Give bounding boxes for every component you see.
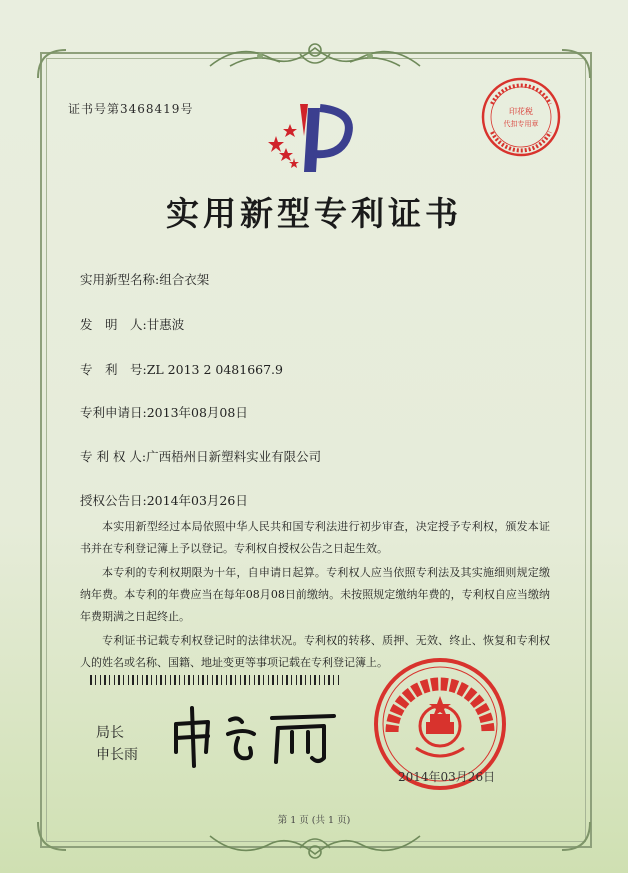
field-value: 2014年03月26日 <box>146 493 248 508</box>
field-label: 专 利 权 人: <box>80 449 147 464</box>
field-value: ZL 2013 2 0481667.9 <box>146 362 283 377</box>
field-value: 广西梧州日新塑料实业有限公司 <box>146 449 322 464</box>
field-grant-announcement-date <box>80 491 248 509</box>
field-patentee <box>80 447 321 465</box>
certificate-title: 实用新型专利证书 <box>166 194 462 233</box>
body-paragraph: 本专利的专利权期限为十年，自申请日起算。专利权人应当依照专利法及其实施细则规定缴纳年费。本专利的年费应当在每年08月08日前缴纳。未按照规定缴纳年费的，专利权自应当缴纳年费期满之日起终止。 <box>80 566 550 623</box>
svg-text:印花税: 印花税 <box>509 107 533 116</box>
field-value: 2013年08月08日 <box>146 405 248 420</box>
certificate-number: 证书号第3468419号 <box>68 102 194 116</box>
field-label: 专利申请日: <box>80 405 147 420</box>
field-utility-model-name <box>80 270 209 288</box>
top-ornament <box>200 36 430 80</box>
sipo-logo-icon <box>264 96 360 182</box>
field-value: 甘惠波 <box>146 317 185 332</box>
barcode <box>90 675 340 685</box>
corner-ornament <box>34 46 70 82</box>
director-signature <box>168 700 348 772</box>
field-label: 实用新型名称: <box>80 272 160 287</box>
tax-seal-stamp <box>478 74 564 160</box>
director-name: 申长雨 <box>96 747 138 763</box>
body-paragraph: 本实用新型经过本局依照中华人民共和国专利法进行初步审查，决定授予专利权，颁发本证书并在专利登记簿上予以登记。专利权自授权公告之日起生效。 <box>80 520 550 555</box>
field-label: 发 明 人: <box>80 317 147 332</box>
field-value: 组合衣架 <box>159 272 210 287</box>
field-patent-number <box>80 360 283 378</box>
field-inventor <box>80 315 184 333</box>
svg-text:代扣专用章: 代扣专用章 <box>503 120 539 128</box>
field-application-date <box>80 403 248 421</box>
seal-date: 2014年03月26日 <box>398 770 496 784</box>
director-title: 局长 <box>96 725 124 741</box>
field-label: 专 利 号: <box>80 362 147 377</box>
body-paragraph: 专利证书记载专利权登记时的法律状况。专利权的转移、质押、无效、终止、恢复和专利权人的姓名或名称、国籍、地址变更等事项记载在专利登记簿上。 <box>80 634 550 669</box>
bottom-ornament <box>200 822 430 866</box>
field-label: 授权公告日: <box>80 493 147 508</box>
page-number: 第 1 页 (共 1 页) <box>277 815 351 826</box>
certificate-body <box>80 516 550 676</box>
